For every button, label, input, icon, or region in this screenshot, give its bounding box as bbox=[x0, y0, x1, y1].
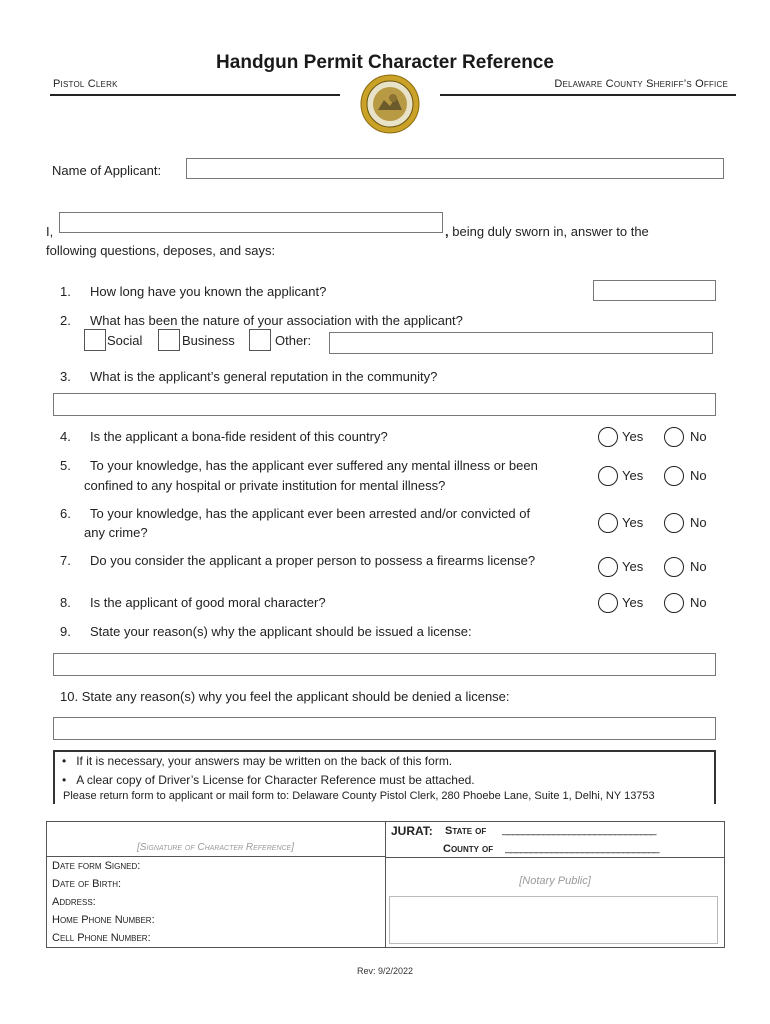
q9-input[interactable] bbox=[53, 653, 716, 676]
oath-suffix: being duly sworn in, answer to the bbox=[448, 224, 649, 239]
q4-number: 4. bbox=[60, 429, 71, 444]
county-seal-icon bbox=[360, 74, 420, 134]
social-label: Social bbox=[107, 333, 143, 348]
county-of-blank[interactable]: ______________________________ bbox=[505, 842, 659, 854]
q9-number: 9. bbox=[60, 624, 71, 639]
q5-yes-radio[interactable] bbox=[598, 466, 618, 486]
q6-yes-label: Yes bbox=[622, 515, 644, 530]
q6-no-label: No bbox=[690, 515, 707, 530]
header-rule-left bbox=[50, 94, 340, 96]
q3-number: 3. bbox=[60, 369, 71, 384]
question-1 bbox=[60, 282, 326, 301]
q4-yes-radio[interactable] bbox=[598, 427, 618, 447]
q5-text: To your knowledge, has the applicant ever suffered any mental illness or been bbox=[90, 458, 538, 473]
q6-text-line2: any crime? bbox=[84, 525, 148, 540]
q8-no-radio[interactable] bbox=[664, 593, 684, 613]
question-10 bbox=[60, 687, 510, 706]
q7-no-radio[interactable] bbox=[664, 557, 684, 577]
q5-no-label: No bbox=[690, 468, 707, 483]
social-checkbox[interactable] bbox=[84, 329, 106, 351]
question-6 bbox=[60, 504, 530, 523]
q2-text: What has been the nature of your association with the applicant? bbox=[90, 313, 463, 328]
q5-no-radio[interactable] bbox=[664, 466, 684, 486]
q5-text-line2: confined to any hospital or private institution for mental illness? bbox=[84, 478, 446, 493]
cell-phone-label: Cell Phone Number: bbox=[52, 932, 151, 944]
q8-yes-radio[interactable] bbox=[598, 593, 618, 613]
q4-no-label: No bbox=[690, 429, 707, 444]
bullet-icon: • bbox=[62, 754, 67, 768]
signature-placeholder bbox=[46, 842, 385, 853]
q6-no-radio[interactable] bbox=[664, 513, 684, 533]
note-2-text: A clear copy of Driver’s License for Character Reference must be attached. bbox=[76, 773, 475, 787]
question-4 bbox=[60, 427, 388, 446]
question-9 bbox=[60, 622, 472, 641]
return-address: Please return form to applicant or mail form to: Delaware County Pistol Clerk, 280 Phoebe Lane, Suite 1, Delhi, NY 13753 bbox=[63, 790, 655, 802]
jurat-label: JURAT: bbox=[391, 824, 433, 838]
question-2 bbox=[60, 311, 463, 330]
header-rule-right bbox=[440, 94, 736, 96]
q10-number: 10. bbox=[60, 689, 79, 704]
pistol-clerk-label: Pistol Clerk bbox=[53, 78, 118, 90]
sheriff-office-label: Delaware County Sheriff’s Office bbox=[554, 78, 728, 90]
q6-number: 6. bbox=[60, 506, 71, 521]
q8-no-label: No bbox=[690, 595, 707, 610]
note-bullet-1 bbox=[62, 752, 452, 771]
bullet-icon: • bbox=[62, 773, 67, 787]
q7-text: Do you consider the applicant a proper person to possess a firearms license? bbox=[90, 553, 536, 568]
notary-stamp-box[interactable] bbox=[389, 896, 718, 944]
notary-placeholder-text: [Notary Public] bbox=[519, 875, 591, 887]
state-of-label: State of bbox=[445, 825, 487, 837]
signature-placeholder-text: [Signature of Character Reference] bbox=[137, 842, 294, 853]
q4-text: Is the applicant a bona-fide resident of this country? bbox=[90, 429, 388, 444]
oath-prefix: I, bbox=[46, 224, 54, 239]
home-phone-label: Home Phone Number: bbox=[52, 914, 155, 926]
note-1-text: If it is necessary, your answers may be written on the back of this form. bbox=[76, 754, 453, 768]
question-5 bbox=[60, 456, 538, 475]
question-7 bbox=[60, 551, 535, 570]
q5-number: 5. bbox=[60, 458, 71, 473]
q6-yes-radio[interactable] bbox=[598, 513, 618, 533]
q1-input[interactable] bbox=[593, 280, 716, 301]
dob-label: Date of Birth: bbox=[52, 878, 122, 890]
notary-placeholder bbox=[385, 875, 725, 887]
q9-text: State your reason(s) why the applicant should be issued a license: bbox=[90, 624, 472, 639]
q1-text: How long have you known the applicant? bbox=[90, 284, 327, 299]
oath-line2: following questions, deposes, and says: bbox=[46, 243, 276, 258]
q5-yes-label: Yes bbox=[622, 468, 644, 483]
q7-yes-radio[interactable] bbox=[598, 557, 618, 577]
q8-text: Is the applicant of good moral character? bbox=[90, 595, 326, 610]
q2-number: 2. bbox=[60, 313, 71, 328]
business-checkbox[interactable] bbox=[158, 329, 180, 351]
q4-no-radio[interactable] bbox=[664, 427, 684, 447]
q10-text: State any reason(s) why you feel the applicant should be denied a license: bbox=[81, 689, 510, 704]
question-8 bbox=[60, 593, 326, 612]
county-of-label: County of bbox=[443, 843, 494, 855]
q8-number: 8. bbox=[60, 595, 71, 610]
q8-yes-label: Yes bbox=[622, 595, 644, 610]
reference-name-input[interactable] bbox=[59, 212, 443, 233]
business-label: Business bbox=[182, 333, 235, 348]
sig-row-line bbox=[46, 856, 385, 857]
q4-yes-label: Yes bbox=[622, 429, 644, 444]
q7-no-label: No bbox=[690, 559, 707, 574]
applicant-name-input[interactable] bbox=[186, 158, 724, 179]
q3-input[interactable] bbox=[53, 393, 716, 416]
date-signed-label: Date form Signed: bbox=[52, 860, 141, 872]
jurat-row-line bbox=[385, 857, 725, 858]
q3-text: What is the applicant’s general reputation in the community? bbox=[90, 369, 438, 384]
oath-comma: , bbox=[445, 224, 449, 239]
q6-text: To your knowledge, has the applicant ever been arrested and/or convicted of bbox=[90, 506, 531, 521]
page-title: Handgun Permit Character Reference bbox=[216, 52, 554, 73]
q7-number: 7. bbox=[60, 553, 71, 568]
note-bullet-2 bbox=[62, 771, 475, 790]
other-checkbox[interactable] bbox=[249, 329, 271, 351]
question-3 bbox=[60, 367, 437, 386]
q1-number: 1. bbox=[60, 284, 71, 299]
q10-input[interactable] bbox=[53, 717, 716, 740]
q7-yes-label: Yes bbox=[622, 559, 644, 574]
revision-date: Rev: 9/2/2022 bbox=[356, 966, 414, 976]
other-input[interactable] bbox=[329, 332, 713, 354]
applicant-name-label: Name of Applicant: bbox=[52, 163, 162, 178]
state-of-blank[interactable]: ______________________________ bbox=[502, 824, 656, 836]
other-label: Other: bbox=[275, 333, 312, 348]
address-label: Address: bbox=[52, 896, 96, 908]
